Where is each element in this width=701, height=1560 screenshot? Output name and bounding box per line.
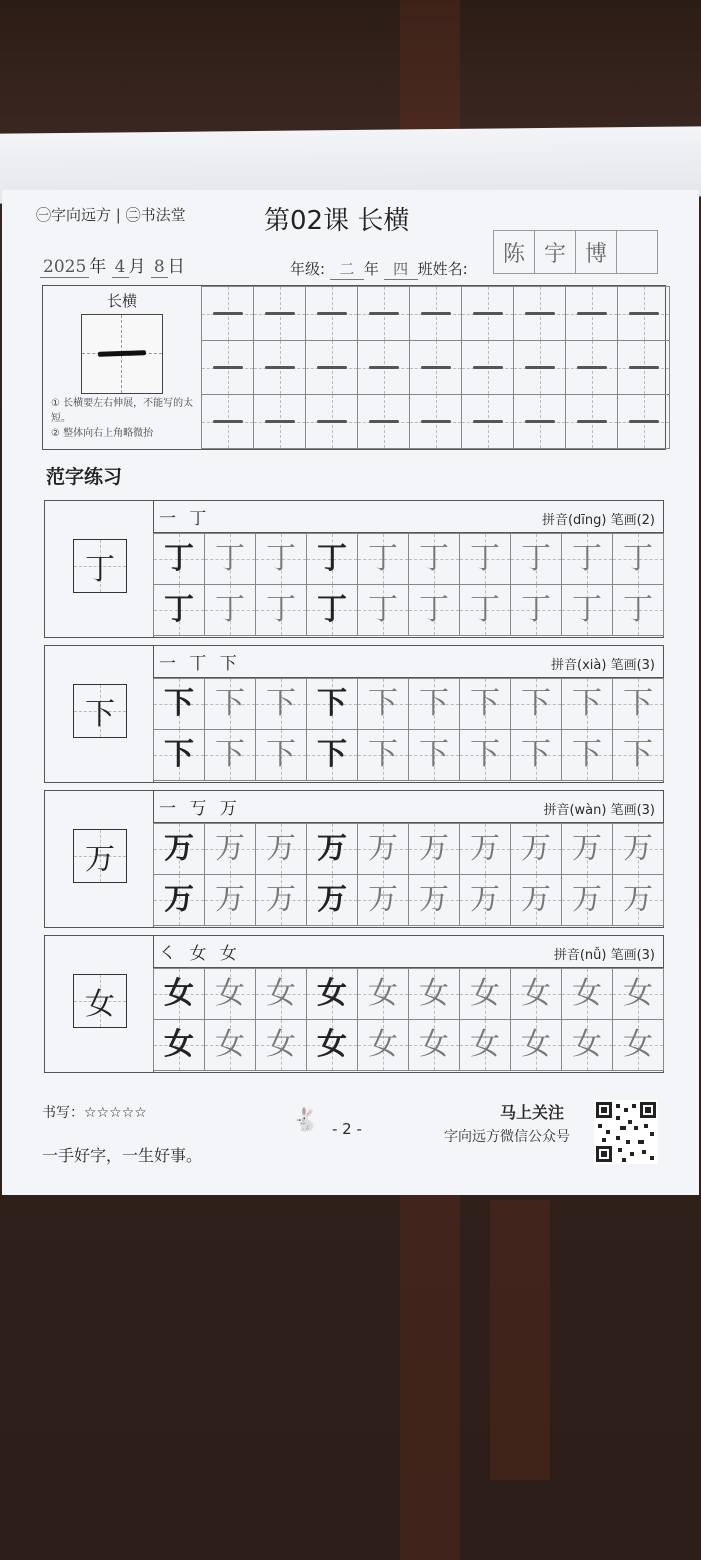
practice-cell <box>408 584 460 636</box>
stroke-practice-cell <box>253 394 306 449</box>
stroke-demo-box <box>81 314 163 394</box>
practice-cell <box>306 584 358 636</box>
day-label: 日 <box>167 257 185 277</box>
grade-suffix: 年 <box>363 260 379 278</box>
practice-character: 女 <box>419 976 449 1011</box>
practice-cell <box>153 584 205 636</box>
practice-character: 下 <box>266 686 296 721</box>
section-title: 范字练习 <box>46 466 123 488</box>
practice-cell <box>408 729 460 781</box>
practice-character: 丁 <box>215 592 245 627</box>
horizontal-stroke-icon <box>525 366 555 369</box>
practice-cell <box>153 874 205 926</box>
practice-character: 丁 <box>164 592 194 627</box>
practice-cell <box>561 874 613 926</box>
practice-character: 丁 <box>317 541 347 576</box>
practice-cell <box>510 678 562 730</box>
practice-character: 丁 <box>368 592 398 627</box>
practice-character: 女 <box>521 976 551 1011</box>
practice-cell <box>612 678 664 730</box>
practice-character: 下 <box>164 686 194 721</box>
stroke-practice-cell <box>305 394 358 449</box>
practice-character: 万 <box>164 831 194 866</box>
horizontal-stroke-icon <box>525 312 555 315</box>
practice-cell <box>459 823 511 875</box>
stroke-practice-cell <box>461 286 514 341</box>
practice-character: 万 <box>266 882 296 917</box>
practice-character: 丁 <box>215 541 245 576</box>
practice-character: 下 <box>215 737 245 772</box>
practice-cell <box>510 1019 562 1071</box>
practice-cell <box>357 1019 409 1071</box>
horizontal-stroke-icon <box>577 312 607 315</box>
practice-character: 丁 <box>521 592 551 627</box>
practice-character: 下 <box>470 737 500 772</box>
practice-cell <box>459 678 511 730</box>
practice-cell <box>306 874 358 926</box>
month-label: 月 <box>128 257 146 277</box>
practice-cell <box>255 584 307 636</box>
model-character <box>73 684 127 738</box>
horizontal-stroke-icon <box>577 366 607 369</box>
stroke-practice-cell <box>461 340 514 395</box>
practice-cell <box>561 823 613 875</box>
practice-cell <box>408 678 460 730</box>
practice-character: 丁 <box>572 592 602 627</box>
class-suffix: 班 <box>417 260 433 278</box>
practice-character: 万 <box>368 831 398 866</box>
practice-character: 女 <box>572 1027 602 1062</box>
horizontal-stroke-icon <box>213 420 243 423</box>
practice-cell <box>153 729 205 781</box>
practice-character: 下 <box>266 737 296 772</box>
model-character-text: 女 <box>85 987 115 1022</box>
stroke-practice-cell <box>617 340 670 395</box>
practice-cell <box>306 823 358 875</box>
practice-character: 下 <box>623 737 653 772</box>
horizontal-stroke-icon <box>265 366 295 369</box>
character-practice-grid <box>154 969 664 1071</box>
practice-cell <box>408 874 460 926</box>
practice-cell <box>204 968 256 1020</box>
stroke-note-1: ① 长横要左右伸展，不能写的太短。 <box>51 398 194 424</box>
stroke-practice-cell <box>513 340 566 395</box>
practice-cell <box>357 533 409 585</box>
stroke-practice-cell <box>565 340 618 395</box>
model-character <box>73 974 127 1028</box>
horizontal-stroke-icon <box>421 312 451 315</box>
practice-cell <box>255 874 307 926</box>
practice-character: 下 <box>521 737 551 772</box>
practice-character: 下 <box>419 686 449 721</box>
practice-cell <box>510 584 562 636</box>
stroke-practice-cell <box>617 286 670 341</box>
practice-cell <box>459 968 511 1020</box>
practice-cell <box>510 729 562 781</box>
stroke-practice-cell <box>357 286 410 341</box>
practice-character: 万 <box>419 831 449 866</box>
stroke-practice-cell <box>305 286 358 341</box>
name-char: 博 <box>575 230 617 274</box>
practice-character: 女 <box>317 1027 347 1062</box>
qr-code-icon <box>594 1100 658 1164</box>
page-number: - 2 - <box>332 1120 362 1138</box>
horizontal-stroke-icon <box>213 312 243 315</box>
character-practice-grid <box>154 679 664 781</box>
class-value: 四 <box>384 258 418 280</box>
practice-character: 丁 <box>266 541 296 576</box>
practice-character: 万 <box>521 882 551 917</box>
practice-character: 女 <box>419 1027 449 1062</box>
character-block <box>44 935 664 1073</box>
model-character-text: 万 <box>85 842 115 877</box>
name-boxes <box>494 230 658 274</box>
stroke-practice-cell <box>201 286 254 341</box>
grade-value: 二 <box>330 258 364 280</box>
practice-character: 下 <box>368 737 398 772</box>
horizontal-stroke-icon <box>265 420 295 423</box>
practice-character: 丁 <box>623 592 653 627</box>
stroke-practice-cell <box>565 394 618 449</box>
stroke-practice-panel <box>42 285 666 450</box>
practice-cell <box>255 823 307 875</box>
name-char: 宇 <box>534 230 576 274</box>
practice-cell <box>357 729 409 781</box>
practice-cell <box>255 729 307 781</box>
horizontal-stroke-icon <box>473 420 503 423</box>
stroke-practice-cell <box>201 394 254 449</box>
character-practice-grid <box>154 534 664 636</box>
practice-character: 下 <box>164 737 194 772</box>
horizontal-stroke-icon <box>421 366 451 369</box>
practice-cell <box>204 678 256 730</box>
practice-character: 丁 <box>623 541 653 576</box>
practice-character: 下 <box>317 686 347 721</box>
practice-character: 丁 <box>266 592 296 627</box>
stroke-practice-cell <box>357 340 410 395</box>
pinyin-strokes: 拼音(wàn) 笔画(3) <box>543 803 655 818</box>
practice-character: 女 <box>266 976 296 1011</box>
practice-character: 女 <box>368 976 398 1011</box>
practice-character: 下 <box>623 686 653 721</box>
practice-character: 万 <box>623 831 653 866</box>
practice-character: 下 <box>572 686 602 721</box>
practice-character: 万 <box>215 882 245 917</box>
practice-character: 丁 <box>317 592 347 627</box>
practice-character: 下 <box>215 686 245 721</box>
wechat-label: 字向远方微信公众号 <box>444 1129 570 1145</box>
practice-character: 丁 <box>164 541 194 576</box>
practice-cell <box>204 533 256 585</box>
practice-cell <box>459 533 511 585</box>
horizontal-stroke-icon <box>369 366 399 369</box>
practice-character: 万 <box>266 831 296 866</box>
horizontal-stroke-icon <box>629 420 659 423</box>
practice-character: 丁 <box>470 541 500 576</box>
practice-cell <box>459 874 511 926</box>
stroke-practice-cell <box>409 340 462 395</box>
practice-character: 万 <box>623 882 653 917</box>
practice-character: 女 <box>470 976 500 1011</box>
date-month: 4 <box>112 257 129 278</box>
practice-cell <box>561 678 613 730</box>
brand-logo: ㊀字向远方 | ㊁书法堂 <box>36 206 186 224</box>
stroke-practice-cell <box>357 394 410 449</box>
model-character <box>73 829 127 883</box>
practice-cell <box>459 584 511 636</box>
practice-cell <box>306 678 358 730</box>
practice-cell <box>204 1019 256 1071</box>
stroke-grid <box>202 287 670 449</box>
horizontal-stroke-icon <box>629 312 659 315</box>
practice-character: 女 <box>470 1027 500 1062</box>
practice-cell <box>357 584 409 636</box>
practice-character: 女 <box>215 1027 245 1062</box>
practice-character: 丁 <box>470 592 500 627</box>
stroke-order: ㇛ 女 女 <box>159 944 241 964</box>
practice-cell <box>153 533 205 585</box>
wood-grain <box>490 1200 550 1480</box>
stroke-practice-cell <box>513 394 566 449</box>
practice-character: 丁 <box>368 541 398 576</box>
practice-cell <box>255 533 307 585</box>
practice-cell <box>153 678 205 730</box>
horizontal-stroke-icon <box>317 420 347 423</box>
date-line <box>40 252 185 277</box>
practice-cell <box>204 874 256 926</box>
model-character-text: 下 <box>85 697 115 732</box>
practice-cell <box>255 1019 307 1071</box>
name-label: 姓名: <box>432 260 468 278</box>
stroke-practice-cell <box>409 394 462 449</box>
horizontal-stroke-icon <box>629 366 659 369</box>
practice-character: 女 <box>623 976 653 1011</box>
practice-character: 下 <box>572 737 602 772</box>
practice-character: 万 <box>164 882 194 917</box>
practice-character: 女 <box>572 976 602 1011</box>
practice-cell <box>612 729 664 781</box>
practice-character: 下 <box>470 686 500 721</box>
practice-character: 女 <box>266 1027 296 1062</box>
practice-cell <box>255 968 307 1020</box>
practice-cell <box>306 729 358 781</box>
practice-cell <box>306 1019 358 1071</box>
practice-character: 下 <box>521 686 551 721</box>
practice-cell <box>306 968 358 1020</box>
practice-character: 万 <box>419 882 449 917</box>
worksheet-page <box>2 190 699 1195</box>
practice-character: 丁 <box>419 541 449 576</box>
horizontal-stroke-icon <box>213 366 243 369</box>
practice-character: 万 <box>572 831 602 866</box>
practice-cell <box>612 874 664 926</box>
grade-line <box>290 258 468 280</box>
stroke-note-2: ② 整体向右上角略微抬 <box>51 428 154 439</box>
practice-character: 女 <box>215 976 245 1011</box>
stroke-practice-cell <box>565 286 618 341</box>
name-char: 陈 <box>493 230 535 274</box>
practice-cell <box>204 584 256 636</box>
practice-character: 下 <box>419 737 449 772</box>
practice-cell <box>204 823 256 875</box>
stroke-practice-cell <box>201 340 254 395</box>
practice-cell <box>612 1019 664 1071</box>
practice-cell <box>153 1019 205 1071</box>
horizontal-stroke-icon <box>577 420 607 423</box>
practice-character: 丁 <box>572 541 602 576</box>
stroke-info <box>43 286 202 449</box>
practice-character: 女 <box>164 976 194 1011</box>
long-horizontal-stroke-icon <box>98 350 146 357</box>
practice-cell <box>510 874 562 926</box>
practice-cell <box>153 968 205 1020</box>
date-year: 2025 <box>40 257 89 278</box>
practice-cell <box>612 823 664 875</box>
writing-rating: 书写：☆☆☆☆☆ <box>42 1105 147 1121</box>
stroke-notes <box>51 396 201 441</box>
practice-character: 万 <box>470 831 500 866</box>
practice-character: 万 <box>368 882 398 917</box>
practice-cell <box>357 968 409 1020</box>
motto: 一手好字，一生好事。 <box>42 1146 203 1165</box>
stroke-heading: 长横 <box>106 292 137 310</box>
grade-label: 年级: <box>290 260 326 278</box>
practice-cell <box>612 968 664 1020</box>
date-day: 8 <box>151 257 168 278</box>
horizontal-stroke-icon <box>317 366 347 369</box>
practice-cell <box>561 729 613 781</box>
practice-cell <box>204 729 256 781</box>
horizontal-stroke-icon <box>421 420 451 423</box>
stroke-practice-cell <box>409 286 462 341</box>
practice-cell <box>408 823 460 875</box>
practice-cell <box>459 729 511 781</box>
horizontal-stroke-icon <box>265 312 295 315</box>
practice-character: 女 <box>368 1027 398 1062</box>
stroke-practice-cell <box>513 286 566 341</box>
practice-cell <box>612 584 664 636</box>
stroke-practice-cell <box>253 286 306 341</box>
stroke-order: 一 丅 下 <box>159 654 241 674</box>
lesson-title: 第02课 长横 <box>264 206 410 236</box>
practice-cell <box>408 533 460 585</box>
practice-character: 万 <box>317 831 347 866</box>
character-block <box>44 500 664 638</box>
stroke-order: 一 丂 万 <box>159 799 241 819</box>
practice-cell <box>408 968 460 1020</box>
character-practice-grid <box>154 824 664 926</box>
practice-cell <box>612 533 664 585</box>
horizontal-stroke-icon <box>473 366 503 369</box>
practice-cell <box>510 968 562 1020</box>
practice-cell <box>306 533 358 585</box>
practice-character: 女 <box>623 1027 653 1062</box>
horizontal-stroke-icon <box>317 312 347 315</box>
horizontal-stroke-icon <box>369 312 399 315</box>
practice-character: 女 <box>317 976 347 1011</box>
follow-label: 马上关注 <box>500 1103 565 1122</box>
practice-cell <box>357 823 409 875</box>
practice-cell <box>357 874 409 926</box>
name-char <box>616 230 658 274</box>
character-block <box>44 790 664 928</box>
practice-character: 万 <box>470 882 500 917</box>
practice-cell <box>459 1019 511 1071</box>
practice-cell <box>357 678 409 730</box>
model-character-text: 丁 <box>85 552 115 587</box>
practice-cell <box>510 533 562 585</box>
practice-character: 女 <box>164 1027 194 1062</box>
character-block <box>44 645 664 783</box>
horizontal-stroke-icon <box>525 420 555 423</box>
stroke-practice-cell <box>305 340 358 395</box>
practice-character: 万 <box>521 831 551 866</box>
practice-character: 丁 <box>521 541 551 576</box>
stroke-order: 一 丁 <box>159 509 211 529</box>
rabbit-icon: 🐇 <box>292 1108 320 1133</box>
practice-cell <box>153 823 205 875</box>
pinyin-strokes: 拼音(dīng) 笔画(2) <box>541 513 655 528</box>
practice-cell <box>561 533 613 585</box>
year-label: 年 <box>89 257 107 277</box>
practice-cell <box>561 1019 613 1071</box>
practice-cell <box>255 678 307 730</box>
practice-cell <box>561 584 613 636</box>
practice-character: 万 <box>572 882 602 917</box>
practice-character: 女 <box>521 1027 551 1062</box>
practice-character: 万 <box>317 882 347 917</box>
stroke-practice-cell <box>253 340 306 395</box>
practice-cell <box>408 1019 460 1071</box>
horizontal-stroke-icon <box>473 312 503 315</box>
practice-character: 下 <box>317 737 347 772</box>
stroke-practice-cell <box>461 394 514 449</box>
pinyin-strokes: 拼音(xià) 笔画(3) <box>551 658 655 673</box>
practice-cell <box>561 968 613 1020</box>
practice-character: 丁 <box>419 592 449 627</box>
practice-character: 万 <box>215 831 245 866</box>
model-character <box>73 539 127 593</box>
horizontal-stroke-icon <box>369 420 399 423</box>
practice-cell <box>510 823 562 875</box>
stroke-practice-cell <box>617 394 670 449</box>
pinyin-strokes: 拼音(nǚ) 笔画(3) <box>553 948 655 963</box>
practice-character: 下 <box>368 686 398 721</box>
